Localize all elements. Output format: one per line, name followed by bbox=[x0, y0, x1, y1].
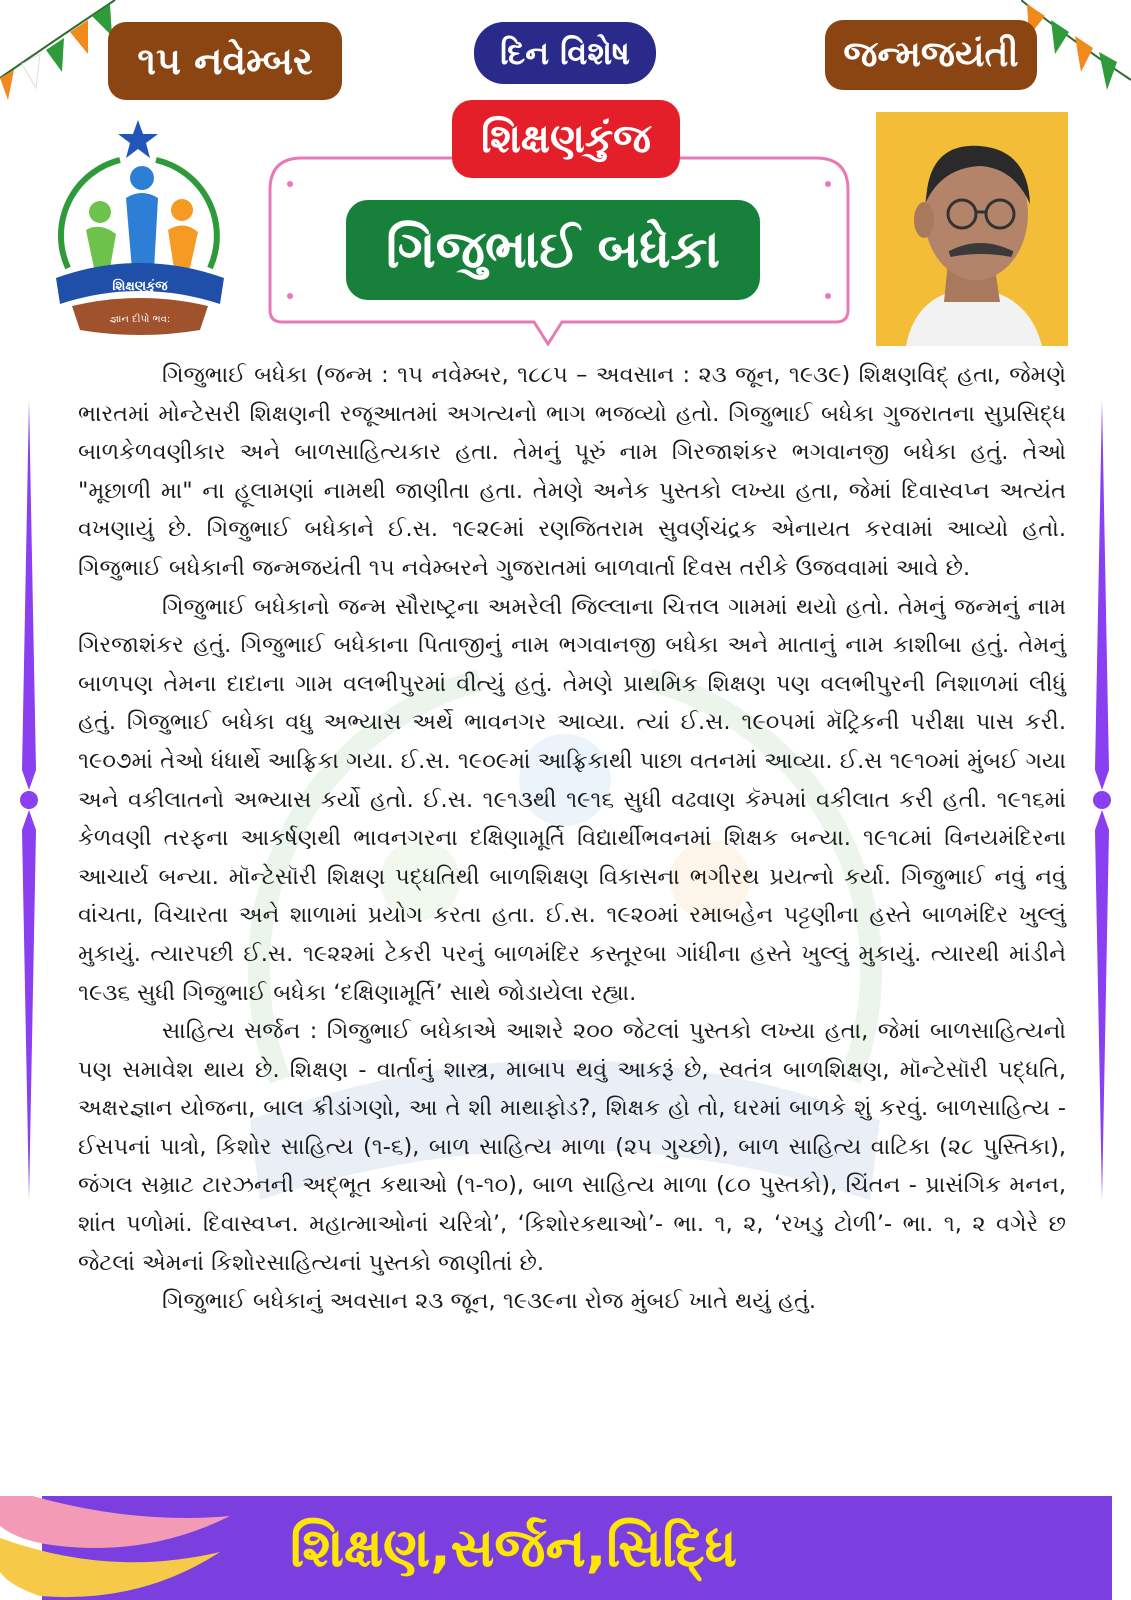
date-badge: ૧૫ નવેમ્બર bbox=[108, 22, 342, 100]
bunting-flags-right bbox=[1021, 0, 1131, 110]
logo-motto: જ્ઞાન દીપો ભવ: bbox=[109, 314, 171, 325]
footer-swoosh-icon bbox=[0, 1496, 230, 1600]
footer-tagline: શિક્ષણ,સર્જન,સિદ્ધિ bbox=[290, 1516, 737, 1579]
brand-title: શિક્ષણકુંજ bbox=[452, 100, 680, 178]
logo-brand-text: શિક્ષણકુંજ bbox=[112, 279, 168, 294]
portrait-icon bbox=[876, 112, 1068, 346]
paragraph-death: ગિજુભાઈ બધેકાનું અવસાન ૨૩ જૂન, ૧૯૩૯ના રોજ મુંબઈ ખાતે થયું હતું. bbox=[162, 1288, 817, 1315]
shikshankunj-logo bbox=[50, 118, 230, 338]
article-body bbox=[78, 356, 1066, 1321]
day-special-badge: દિન વિશેષ bbox=[474, 22, 656, 84]
paragraph-intro: ગિજુભાઈ બધેકા (જન્મ : ૧૫ નવેમ્બર, ૧૮૮૫ – અવસાન : ૨૩ જૂન, ૧૯૩૯) શિક્ષણવિદ્ હતા, જેમણે ભારતમાં મોન્ટેસરી શિક્ષણની રજૂઆતમાં અગત્યનો ભાગ ભજવ્યો હતો. ગિજુભાઈ બધેકા ગુજરાતના સુપ્રસિદ્ધ બાળકેળવણીકાર અને બાળસાહિત્યકાર હતા. તેમનું પૂરું નામ ગિરજાશંકર ભગવાનજી બધેકા હતું. તેઓ "મૂછાળી મા" ના હૂલામણાં નામથી જાણીતા હતા. તેમણે અનેક પુસ્તકો લખ્યા હતા, જેમાં દિવાસ્વપ્ન અત્યંત વખણાયું છે. ગિજુભાઈ બધેકાને ઈ.સ. ૧૯૨૯માં રણજિતરામ સુવર્ણચંદ્રક એનાયત કરવામાં આવ્યો હતો. ગિજુભાઈ બધેકાની જન્મજયંતી ૧૫ નવેમ્બરને ગુજરાતમાં બાળવાર્તા દિવસ તરીકે ઉજવવામાં આવે છે. bbox=[78, 362, 1066, 581]
footer-banner bbox=[0, 1496, 1131, 1600]
bunting-flags-left bbox=[0, 0, 120, 110]
paragraph-literature: સાહિત્ય સર્જન : ગિજુભાઈ બધેકાએ આશરે ૨૦૦ જેટલાં પુસ્તકો લખ્યા હતા, જેમાં બાળસાહિત્યનો પણ સમાવેશ થાય છે. શિક્ષણ - વાર્તાનું શાસ્ત્ર, માબાપ થવું આકરૂં છે, સ્વતંત્ર બાળશિક્ષણ, મૉન્ટેસૉરી પદ્ધતિ, અક્ષરજ્ઞાન યોજના, બાલ ક્રીડાંગણો, આ તે શી માથાફોડ?, શિક્ષક હો તો, ઘરમાં બાળકે શું કરવું. બાળસાહિત્ય - ઈસપનાં પાત્રો, કિશોર સાહિત્ય (૧-૬), બાળ સાહિત્ય માળા (૨૫ ગુચ્છો), બાળ સાહિત્ય વાટિકા (૨૮ પુસ્તિકા), જંગલ સમ્રાટ ટારઝનની અદ્ભૂત કથાઓ (૧-૧૦), બાળ સાહિત્ય માળા (૮૦ પુસ્તકો), ચિંતન - પ્રાસંગિક મનન, શાંત પળોમાં. દિવાસ્વપ્ન. મહાત્માઓનાં ચરિત્રો’, ‘કિશોરકથાઓ’- ભા. ૧, ૨, ‘રખડુ ટોળી’- ભા. ૧, ૨ વગેરે છ જેટલાં એમનાં કિશોરસાહિત્યનાં પુસ્તકો જાણીતાં છે. bbox=[78, 1018, 1066, 1276]
side-ornament-right bbox=[1087, 400, 1117, 1200]
side-ornament-left bbox=[14, 400, 44, 1200]
person-name-title: ગિજુભાઈ બધેકા bbox=[346, 200, 760, 300]
portrait-photo bbox=[876, 112, 1068, 346]
occasion-badge: જન્મજયંતી bbox=[825, 20, 1037, 90]
paragraph-biography: ગિજુભાઈ બધેકાનો જન્મ સૌરાષ્ટ્રના અમરેલી જિલ્લાના ચિત્તલ ગામમાં થયો હતો. તેમનું જન્મનું નામ ગિરજાશંકર હતું. ગિજુભાઈ બધેકાના પિતાજીનું નામ ભગવાનજી બધેકા અને માતાનું નામ કાશીબા હતું. તેમનું બાળપણ તેમના દાદાના ગામ વલભીપુરમાં વીત્યું હતું. તેમણે પ્રાથમિક શિક્ષણ પણ વલભીપુરની નિશાળમાં લીધું હતું. ગિજુભાઈ બધેકા વધુ અભ્યાસ અર્થે ભાવનગર આવ્યા. ત્યાં ઈ.સ. ૧૯૦૫માં મૅટ્રિકની પરીક્ષા પાસ કરી. ૧૯૦૭માં તેઓ ધંધાર્થે આફ્રિકા ગયા. ઈ.સ. ૧૯૦૯માં આફ્રિકાથી પાછા વતનમાં આવ્યા. ઈ.સ ૧૯૧૦માં મુંબઈ ગયા અને વકીલાતનો અભ્યાસ કર્યો હતો. ઈ.સ. ૧૯૧૩થી ૧૯૧૬ સુધી વઢવાણ કૅમ્પમાં વકીલાત કરી હતી. ૧૯૧૬માં કેળવણી તરફના આકર્ષણથી ભાવનગરના દક્ષિણામૂર્તિ વિદ્યાર્થીભવનમાં શિક્ષક બન્યા. ૧૯૧૮માં વિનયમંદિરના આચાર્ય બન્યા. મૉન્ટેસૉરી શિક્ષણ પદ્ધતિથી બાળશિક્ષણ વિકાસના ભગીરથ પ્રયત્નો કર્યા. ગિજુભાઈ નવું નવું વાંચતા, વિચારતા અને શાળામાં પ્રયોગ કરતા હતા. ઈ.સ. ૧૯૨૦માં રમાબહેન પટ્ટણીના હસ્તે બાળમંદિર ખુલ્લું મુકાયું. ત્યારપછી ઈ.સ. ૧૯૨૨માં ટેકરી પરનું બાળમંદિર કસ્તૂરબા ગાંધીના હસ્તે ખુલ્લું મુકાયું. ત્યારથી માંડીને ૧૯૩૬ સુધી ગિજુભાઈ બધેકા ‘દક્ષિણામૂર્તિ’ સાથે જોડાયેલા રહ્યા. bbox=[78, 593, 1066, 1006]
